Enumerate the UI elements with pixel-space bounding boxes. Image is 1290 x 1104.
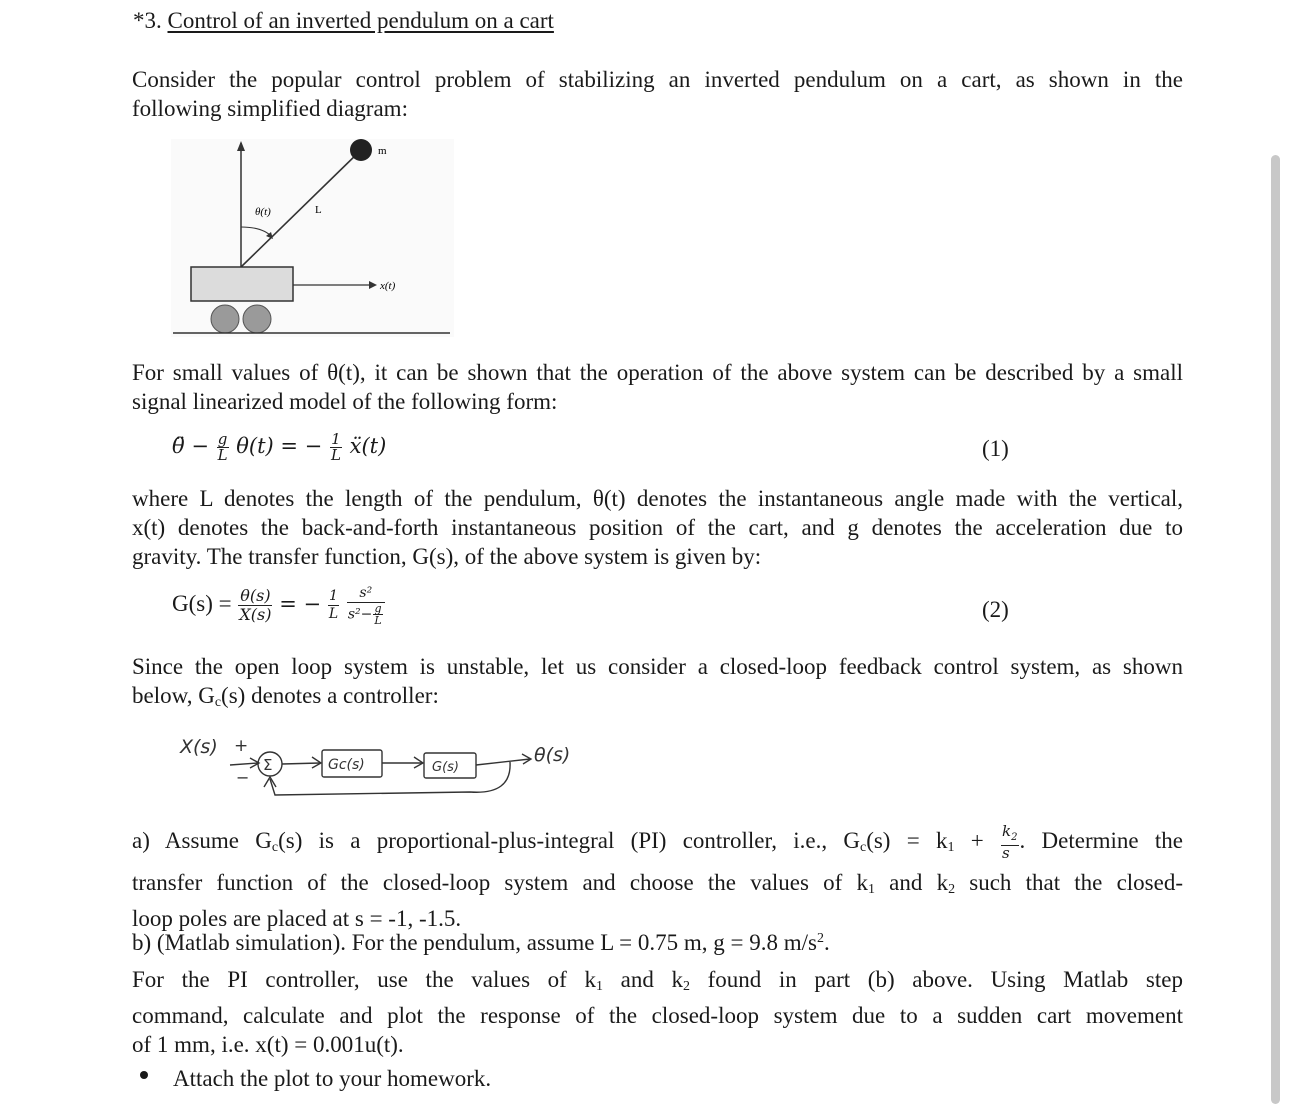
eq1-fraction-1-over-l: $\frac{1}{L}$ <box>330 430 341 464</box>
controller-label: Gc(s) <box>328 757 365 773</box>
pi-controller-paragraph <box>132 965 1183 1059</box>
eq2-fraction-theta-over-x: $\frac{\theta(s)}{X(s)}$ <box>239 586 272 624</box>
eq2-lhs: G(s) = <box>172 590 232 616</box>
mass-label: m <box>378 145 387 157</box>
intro-paragraph <box>132 65 1183 123</box>
vertical-scrollbar[interactable] <box>1271 155 1280 1104</box>
small-signal-paragraph <box>132 358 1183 416</box>
length-label: L <box>315 204 322 216</box>
text-line: transfer function of the closed-loop system and choose the values of $k_1$ and $k_2$ such that the closed- <box>132 869 1183 897</box>
sum-symbol: Σ <box>263 756 273 774</box>
minus-sign: − <box>236 768 250 787</box>
input-label: X(s) <box>180 736 218 758</box>
output-label: θ(s) <box>534 744 571 766</box>
pendulum-cart-figure <box>165 135 460 345</box>
angle-label: θ(t) <box>255 206 271 218</box>
bullet-dot <box>140 1071 148 1079</box>
output-line <box>476 759 530 765</box>
part-b-paragraph <box>132 924 1183 957</box>
eq2-fraction-s2: s² s²− $\frac{g}{L}$ <box>347 585 385 626</box>
text-line: loop poles are placed at s = -1, -1.5. <box>132 905 462 931</box>
text-line: of 1 mm, i.e. x(t) = 0.001u(t). <box>132 1032 404 1057</box>
text-line: x(t) denotes the back-and-forth instantaneous position of the cart, and g denotes the acceleration due to <box>132 515 1183 540</box>
text-line: Since the open loop system is unstable, let us consider a closed-loop feedback control system, as shown <box>132 654 1183 679</box>
bullet-text: Attach the plot to your homework. <box>173 1066 492 1091</box>
cart-wheel-right <box>243 305 271 333</box>
problem-heading <box>133 8 554 34</box>
equation-2-number: (2) <box>982 597 1009 622</box>
eq2-fraction-1-over-l: $\frac{1}{L}$ <box>328 588 339 622</box>
eq2-equals: = − <box>279 591 322 616</box>
text-line: a) Assume $G_c(s)$ is a proportional-plus-integral (PI) controller, i.e., $G_c(s) = k_1$ + $\frac{k_2}{s}$ . Determine the <box>132 822 1183 862</box>
cart-wheel-left <box>211 305 239 333</box>
eq1-xddot: ẍ(t) <box>349 434 387 458</box>
text-line: For the PI controller, use the values of $k_1$ and $k_2$ found in part (b) above. Using Matlab step <box>132 967 1183 994</box>
text-line: For small values of θ(t), it can be shown that the operation of the above system can be described by a small <box>132 360 1183 385</box>
text-line: where L denotes the length of the pendulum, θ(t) denotes the instantaneous angle made with the vertical, <box>132 486 1183 511</box>
text-line: command, calculate and plot the response of the closed-loop system due to a sudden cart movement <box>132 1003 1183 1028</box>
problem-title: Control of an inverted pendulum on a cart <box>167 8 554 33</box>
part-a-paragraph <box>132 824 1183 933</box>
k2-over-s-fraction: $\frac{k_2}{s}$ <box>1002 822 1018 862</box>
position-label: x(t) <box>380 280 396 292</box>
equation-1 <box>172 432 386 463</box>
cart-body <box>191 267 293 301</box>
sum-to-controller-line <box>282 763 320 764</box>
text-line: following simplified diagram: <box>132 96 408 121</box>
text-line: b) (Matlab simulation). For the pendulum, assume L = 0.75 m, g = 9.8 $m/s^2$. <box>132 930 830 955</box>
plus-sign: + <box>234 736 249 756</box>
text-line: Consider the popular control problem of stabilizing an inverted pendulum on a cart, as shown in the <box>132 67 1183 92</box>
text-line: gravity. The transfer function, G(s), of the above system is given by: <box>132 544 762 569</box>
pendulum-mass <box>350 139 372 161</box>
plant-label: G(s) <box>432 760 459 775</box>
problem-number: *3. <box>133 8 162 33</box>
definitions-paragraph <box>132 484 1183 571</box>
equation-2 <box>172 585 386 626</box>
input-arrow <box>230 763 258 765</box>
equation-1-number: (1) <box>982 436 1009 461</box>
eq1-lhs: θ̈ − <box>172 434 209 458</box>
eq1-fraction-g-over-l: $\frac{g}{L}$ <box>217 430 228 464</box>
block-diagram <box>170 725 630 810</box>
open-loop-paragraph <box>132 652 1183 717</box>
text-line: below, $G_c(s)$ denotes a controller: <box>132 683 439 710</box>
text-line: signal linearized model of the following form: <box>132 389 558 414</box>
eq1-theta: θ(t) = − <box>236 434 323 458</box>
feedback-arrowhead <box>264 777 276 787</box>
